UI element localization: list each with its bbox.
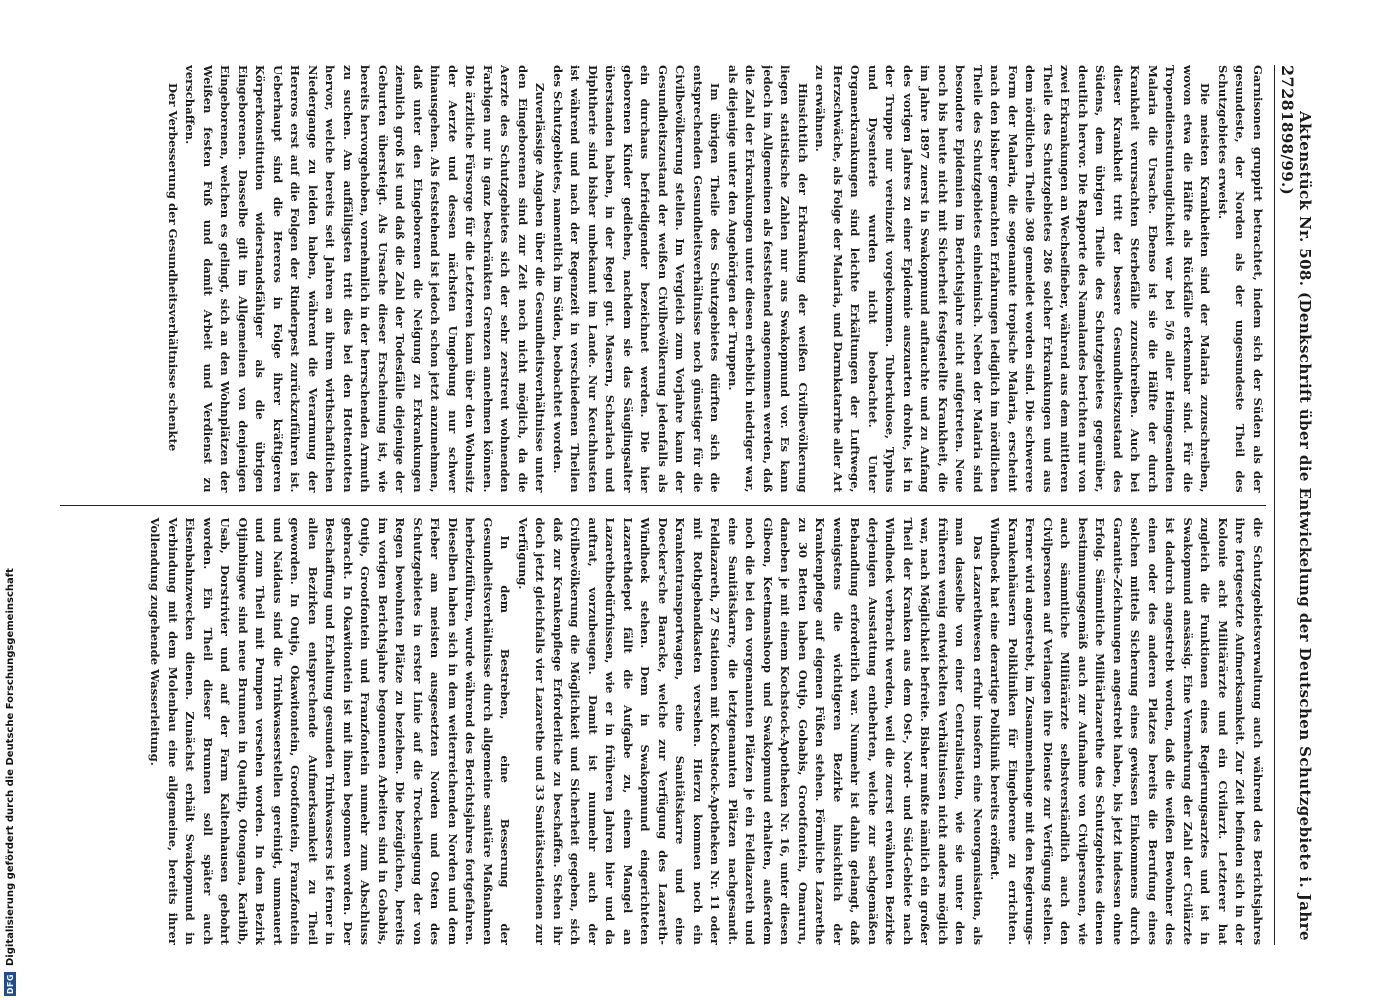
paragraph: Die meisten Krankheiten sind der Malaria zuzuschreiben, wovon etwa die Hälfte als Rückfälle erkennbar sind. Für die Tropendienstuntauglichkeit war bei 5/6 aller Heimgesandten Malaria die Ursache. Ebenso ist sie die Hälfte der durch Krankheit verursachten Sterbefälle zuzuschreiben. Auch bei dieser Krankheit tritt der bessere Gesundheitszustand des Südens, dem übrigen Theile des Schutzgebietes gegenüber, deutlich hervor. Die Rapporte des Namalandes berichten nur von zwei Erkrankungen an Wechselfieber, während aus dem mittleren Theile des Schutzgebietes 286 solcher Erkrankungen und aus dem nördlichen Theile 308 gemeldet worden sind. Die schwerere Form der Malaria, die sogenannte tropische Malaria, erscheint nach den bisher gemachten Erfahrungen lediglich im nördlichen Theile des Schutzgebietes einheimisch. Neben der Malaria sind besondere Epidemien im Berichtsjahre nicht aufgetreten. Neue noch bis heute nicht mit Sicherheit festgestellte Krankheit, die im Jahre 1897 zuerst in Swakopmund auftauchte und zu Anfang des vorigen Jahres zu einer Epidemie auszuarten drohte, ist in der Truppe nur vereinzelt vorgekommen. Tuberkulose, Typhus und Dysenterie wurden nicht beobachtet. Unter Organerkrankungen sind leichte Erkältungen der Luftwege, Herzschwäche, als Folge der Malaria, und Darmkatarrhe aller Art zu erwähnen. <box>813 65 1213 493</box>
running-head: Aktenstück Nr. 508. (Denkschrift über die Entwickelung der Deutschen Schutzgebiete i. Jahre 1898/99.) <box>1278 111 1314 941</box>
credit-text: Digitalisierung gefördert durch die Deutsche Forschungsgemeinschaft <box>4 568 16 966</box>
paragraph: Das Lazarethwesen erfuhr insofern eine Neuorganisation, als man dasselbe von einer Centralisation, wie sie unter den früheren wenig entwickelten Verhältnissen nicht anders möglich war, nach Möglichkeit befreite. Bisher mußte nämlich ein großer Theil der Kranken aus dem Ost-, Nord- und Süd-Gebiete nach Windhoek verbracht werden, weil die zuerst erwähnten Bezirke derjenigen Ausstattung entbehrten, welche zur sachgemäßen Behandlung erforderlich war. Nunmehr ist dahin gelangt, daß wenigstens die wichtigeren Bezirke hinsichtlich der Krankenpflege auf eigenen Füßen stehen. Förmliche Lazarethe zu 30 Betten haben Outjo, Gobabis, Grootfontein, Omaruru, daneben je mit einem Kochstock-Apotheken Nr. 16, unter diesen Gibeon, Keetmanshoop und Swakopmund erhalten, außerdem noch die bei den vorgenannten Plätzen je ein Feldlazareth und eine Sanitätskarre, die letztgenannten Plätzen nachgesandt. Feldlazareth, 27 Stationen mit Kochstock-Apotheken Nr. 11 oder mit Rothgebandkasten versehen. Hierzu kommen noch ein Krankentransportwagen, eine Sanitätskarre und eine Doecker'sche Baracke, welche zur Verfügung des Lazareth-Windhoek stehen. Dem in Swakopmund eingerichteten Lazarethdepot fällt die Aufgabe zu, einem Mangel an Lazarethbedürfnissen, wie er in früheren Jahren hier und da auftrat, vorzubeugen. Damit ist nunmehr auch der Civilbevölkerung die Möglichkeit und Sicherheit gegeben, sich daß zur Krankenpflege Erforderliche zu beschaffen. Stehen ihr doch jetzt gleichfalls vier Lazarethe und 33 Sanitätsstationen zur Verfügung. <box>516 517 985 945</box>
column-left <box>60 65 1266 503</box>
paragraph: Der Verbesserung der Gesundheitsverhältnisse schenkte <box>166 83 180 452</box>
column-divider <box>60 505 1266 506</box>
column-right <box>60 508 1266 946</box>
dfg-logo-icon: DFG <box>5 973 15 995</box>
text-columns <box>60 65 1266 945</box>
document-page <box>60 65 1314 945</box>
paragraph: Hinsichtlich der Erkrankung der weißen Civilbevölkerung liegen statistische Zahlen nur aus Swakopmund vor. Es kann jedoch im Allgemeinen als feststehend angenommen werden, daß die Zahl der Erkrankungen unter diesen erheblich niedriger war, als diejenige unter den Angehörigen der Truppen. <box>726 65 810 493</box>
paragraph: Garnisonen gruppirt betrachtet, indem sich der Süden als der gesundeste, der Norden als der ungesundeste Theil des Schutzgebietes erweist. <box>1216 65 1265 493</box>
page-header <box>1274 65 1314 945</box>
rotated-page-wrapper <box>60 65 1314 945</box>
paragraph: Zuverlässige Angaben über die Gesundheitsverhältnisse unter den Eingeborenen sind zur Zeit noch nicht möglich, da die Aerzte des Schutzgebietes sich der sehr zerstreut wohnenden Farbigen nur in ganz beschränkten Grenzen annehmen können. Die ärztliche Fürsorge für die Letzteren kann über den Wohnsitz der Aerzte und dessen nächsten Umgebung nur schwer hinausgehen. Als feststehend ist jedoch schon jetzt anzunehmen, daß unter den Eingeborenen die Neigung zu Erkrankungen ziemlich groß ist und daß die Zahl der Todesfälle diejenige der Geburten übersteigt. Als Ursache dieser Erscheinung ist, wie bereits hervorgehoben, vornehmlich in der herrschenden Armuth zu suchen. Am auffälligsten tritt dies bei den Hottentotten hervor, welche bereits seit Jahren an ihrem wirthschaftlichen Niedergange zu leiden haben, während die Verarmung der Hereros erst auf die Folgen der Rinderpest zurückzuführen ist. Ueberhaupt sind die Hereros in Folge ihrer kräftigeren Körperkonstitution widerstandsfähiger als die übrigen Eingeborenen. Dasselbe gilt im Allgemeinen von denjenigen Eingeborenen, welchen es gelingt, sich an den Wohnplätzen der Weißen festen Fuß und damit Arbeit und Verdienst zu verschaffen. <box>183 65 548 493</box>
page-number: 2728 <box>1278 65 1297 112</box>
paragraph: Im übrigen Theile des Schutzgebietes dürften sich die entsprechenden Gesundheitsverhältnisse noch günstiger für die Civilbevölkerung stellen. Im Vergleich zum Vorjahre kann der Gesundheitszustand der weißen Civilbevölkerung jedenfalls als ein durchaus befriedigender bezeichnet werden. Die hier geborenen Kinder gediehen, nachdem sie das Säuglingsalter überstanden haben, in der Regel gut. Masern, Scharlach und Diphtherie sind bisher unbekannt im Lande. Nur Keuchhusten ist während und nach der Regenzeit in verschiedenen Theilen des Schutzgebietes, namentlich im Süden, beobachtet worden. <box>551 65 723 493</box>
credit-line <box>4 568 16 996</box>
paragraph: In dem Bestreben, eine Besserung der Gesundheitsverhältnisse durch allgemeine sanitäre Maßnahmen herbeizuführen, wurde während des Berichtsjahres fortgefahren. Dieselben haben sich in dem weiterreichenden Norden und dem Fieber am meisten ausgesetzten Norden und Osten des Schutzgebietes in erster Linie auf die Trockenlegung der von Regen bewohnten Plätze zu beziehen. Die bezüglichen, bereits im vorigen Berichtsjahre begonnenen Arbeiten sind in Gobabis, Outjo, Grootfontein und Franzfontein numehr zum Abschluss gebracht. In Okawitontein ist mit ihnen begonnen worden. Der Beschaffung und Erhaltung gesunden Trinkwassers ist ferner in allen Bezirken entsprechende Aufmerksamkeit zu Theil geworden. In Outjo, Okawitontein, Grootfontein, Franzfontein und Naidaus sind die Trinkwasserstellen gereinigt, ummauert und zum Theil mit Pumpen versehen worden. In dem Bezirk Otjimbingwe sind neue Brunnen in Quattip, Otongana, Karibib, Usab, Dorstrivier und auf der Farm Kaltenhausen gebohrt worden. Ein Theil dieser Brunnen soll später auch Eisenbahnzwecken dienen. Zunächst erhält Swakopmund in Verbindung mit dem Molenbau eine allgemeine, bereits ihrer Vollendung zugehende Wasserleitung. <box>148 517 513 945</box>
paragraph: die Schutzgebietsverwaltung auch während des Berichtsjahres ihre fortgesetzte Aufmerksamkeit. Zur Zeit befinden sich in der Kolonie acht Militärärzte und ein Civilarzt. Letzterer hat zugleich die Funktionen eines Regierungsarztes und ist in Swakopmund ansässig. Eine Vermehrung der Zahl der Civilärzte ist dadurch angestrebt worden, daß die weißen Bewohner des einen oder des anderen Platzes bereits die Berufung eines solchen mittels Sicherung eines gewissen Einkommens durch Garantie-Zeichnungen angestrebt haben, bis jetzt indessen ohne Erfolg. Sämmtliche Militärlazarethe des Schutzgebietes dienen bestimmungsgemäß auch zur Aufnahme von Civilpersonen, wie auch sämmtliche Militärärzte selbstverständlich auch den Civilpersonen auf Verlangen ihre Dienste zur Verfügung stellen. Ferner wird angestrebt, im Zusammenhange mit den Regierungs-Krankenhäusern Polikliniken für Eingeborene zu errichten. Windhoek hat eine derartige Poliklinik bereits eröffnet. <box>988 517 1265 945</box>
digitization-credit <box>0 0 20 1000</box>
